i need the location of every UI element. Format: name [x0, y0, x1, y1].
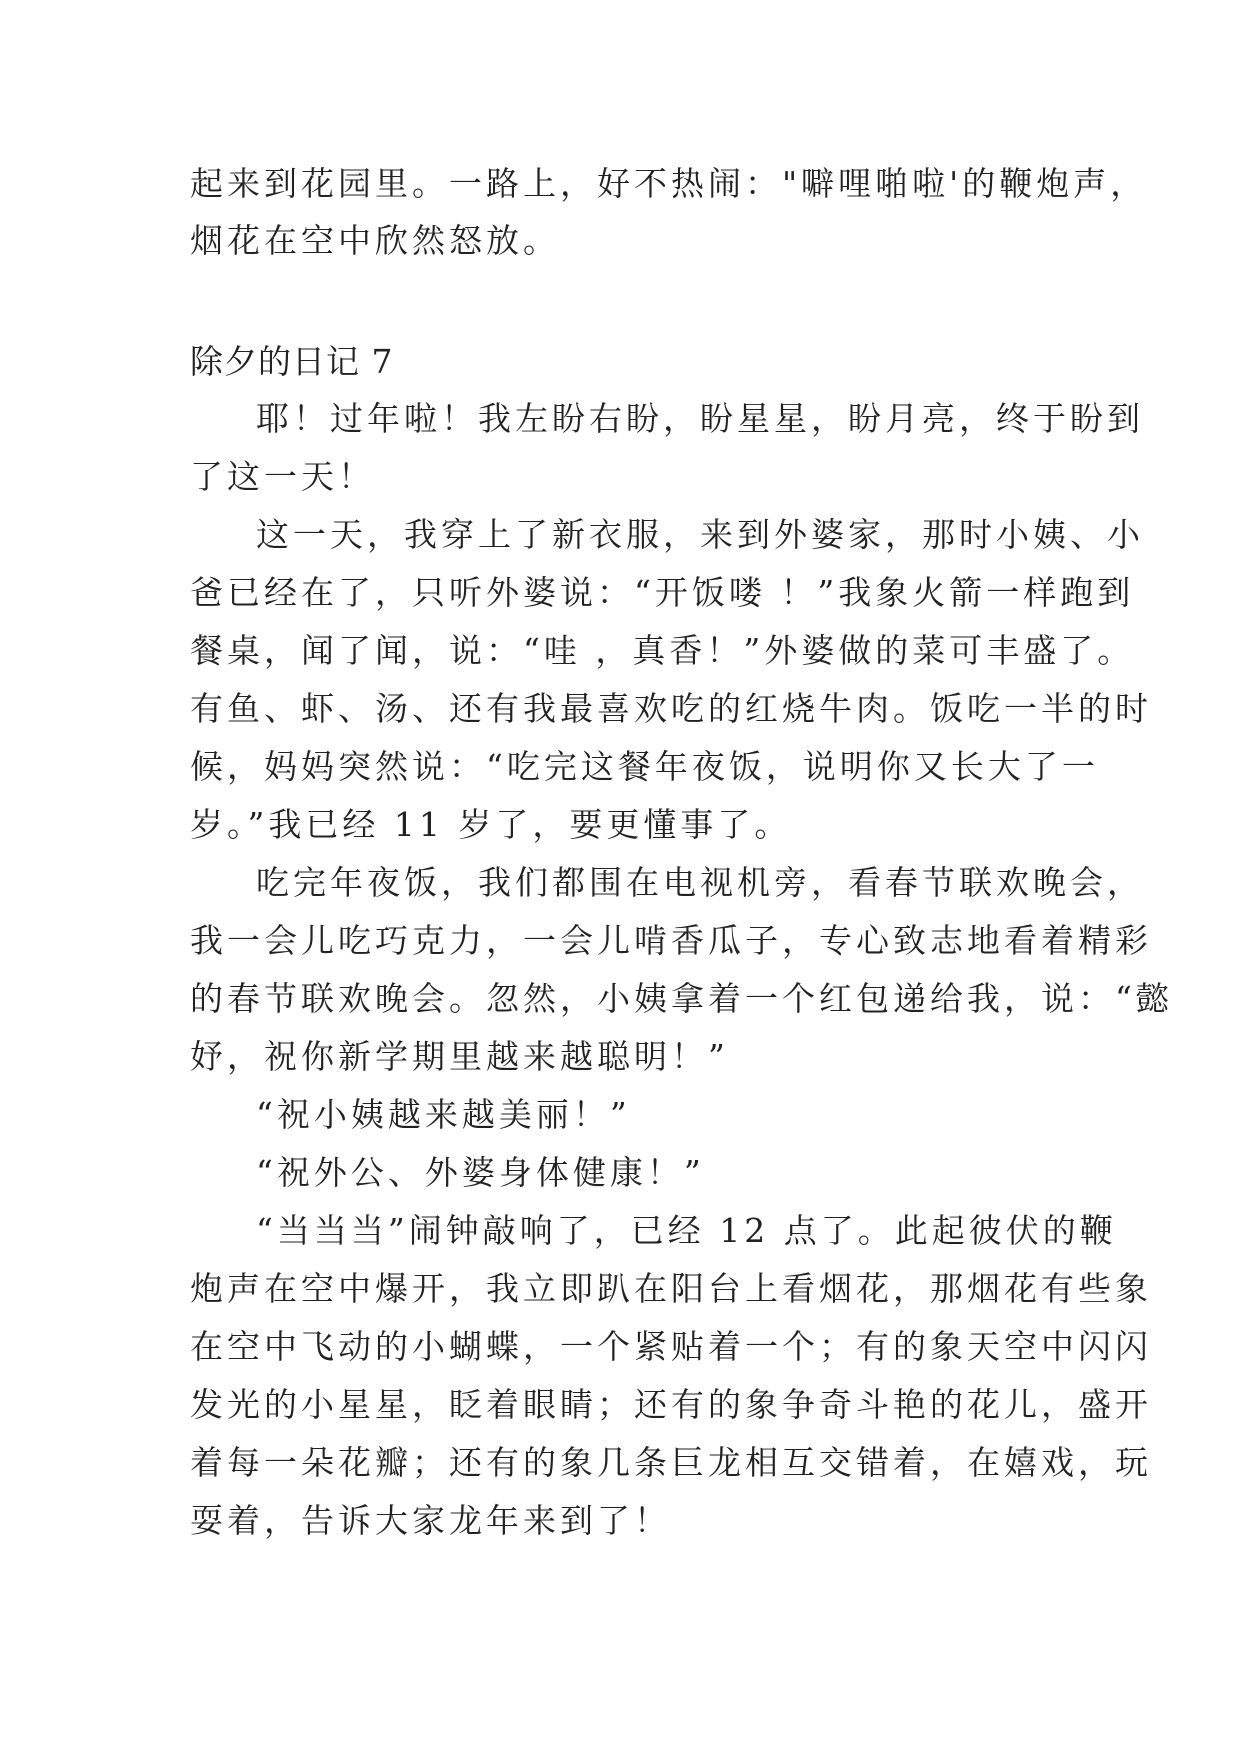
paragraph-line: “当当当”闹钟敲响了，已经 12 点了。此起彼伏的鞭 [256, 1211, 1117, 1250]
paragraph-line: 耶！过年啦！我左盼右盼，盼星星，盼月亮，终于盼到 [256, 399, 1144, 438]
paragraph-line: 起来到花园里。一路上，好不热闹："噼哩啪啦'的鞭炮声， [190, 164, 1148, 203]
paragraph-line: 着每一朵花瓣；还有的象几条巨龙相互交错着，在嬉戏，玩 [190, 1443, 1152, 1482]
paragraph-line: 吃完年夜饭，我们都围在电视机旁，看春节联欢晚会， [256, 863, 1144, 902]
paragraph-line: 候，妈妈突然说：“吃完这餐年夜饭，说明你又长大了一 [190, 747, 1099, 786]
paragraph-line: 有鱼、虾、汤、还有我最喜欢吃的红烧牛肉。饭吃一半的时 [190, 689, 1152, 728]
section-heading: 除夕的日记 7 [190, 342, 394, 381]
paragraph-line: 的春节联欢晚会。忽然，小姨拿着一个红包递给我，说：“懿 [190, 979, 1173, 1018]
paragraph-line: 妤，祝你新学期里越来越聪明！” [190, 1037, 729, 1076]
paragraph-line: 在空中飞动的小蝴蝶，一个紧贴着一个；有的象天空中闪闪 [190, 1327, 1152, 1366]
paragraph-line: “祝外公、外婆身体健康！” [256, 1153, 705, 1192]
paragraph-line: 餐桌，闻了闻，说：“哇 ，真香！”外婆做的菜可丰盛了。 [190, 631, 1135, 670]
paragraph-line: 了这一天！ [190, 457, 375, 496]
paragraph-line: 发光的小星星，眨着眼睛；还有的象争奇斗艳的花儿，盛开 [190, 1385, 1152, 1424]
paragraph-line: 岁。”我已经 11 岁了，要更懂事了。 [190, 805, 792, 844]
paragraph-line: 爸已经在了，只听外婆说：“开饭喽 ！”我象火箭一样跑到 [190, 573, 1135, 612]
paragraph-line: “祝小姨越来越美丽！” [256, 1095, 631, 1134]
paragraph-line: 烟花在空中欣然怒放。 [190, 221, 560, 260]
paragraph-line: 耍着，告诉大家龙年来到了！ [190, 1501, 671, 1540]
paragraph-line: 这一天，我穿上了新衣服，来到外婆家，那时小姨、小 [256, 515, 1144, 554]
paragraph-line: 我一会儿吃巧克力，一会儿啃香瓜子，专心致志地看着精彩 [190, 921, 1152, 960]
paragraph-line: 炮声在空中爆开，我立即趴在阳台上看烟花，那烟花有些象 [190, 1269, 1152, 1308]
